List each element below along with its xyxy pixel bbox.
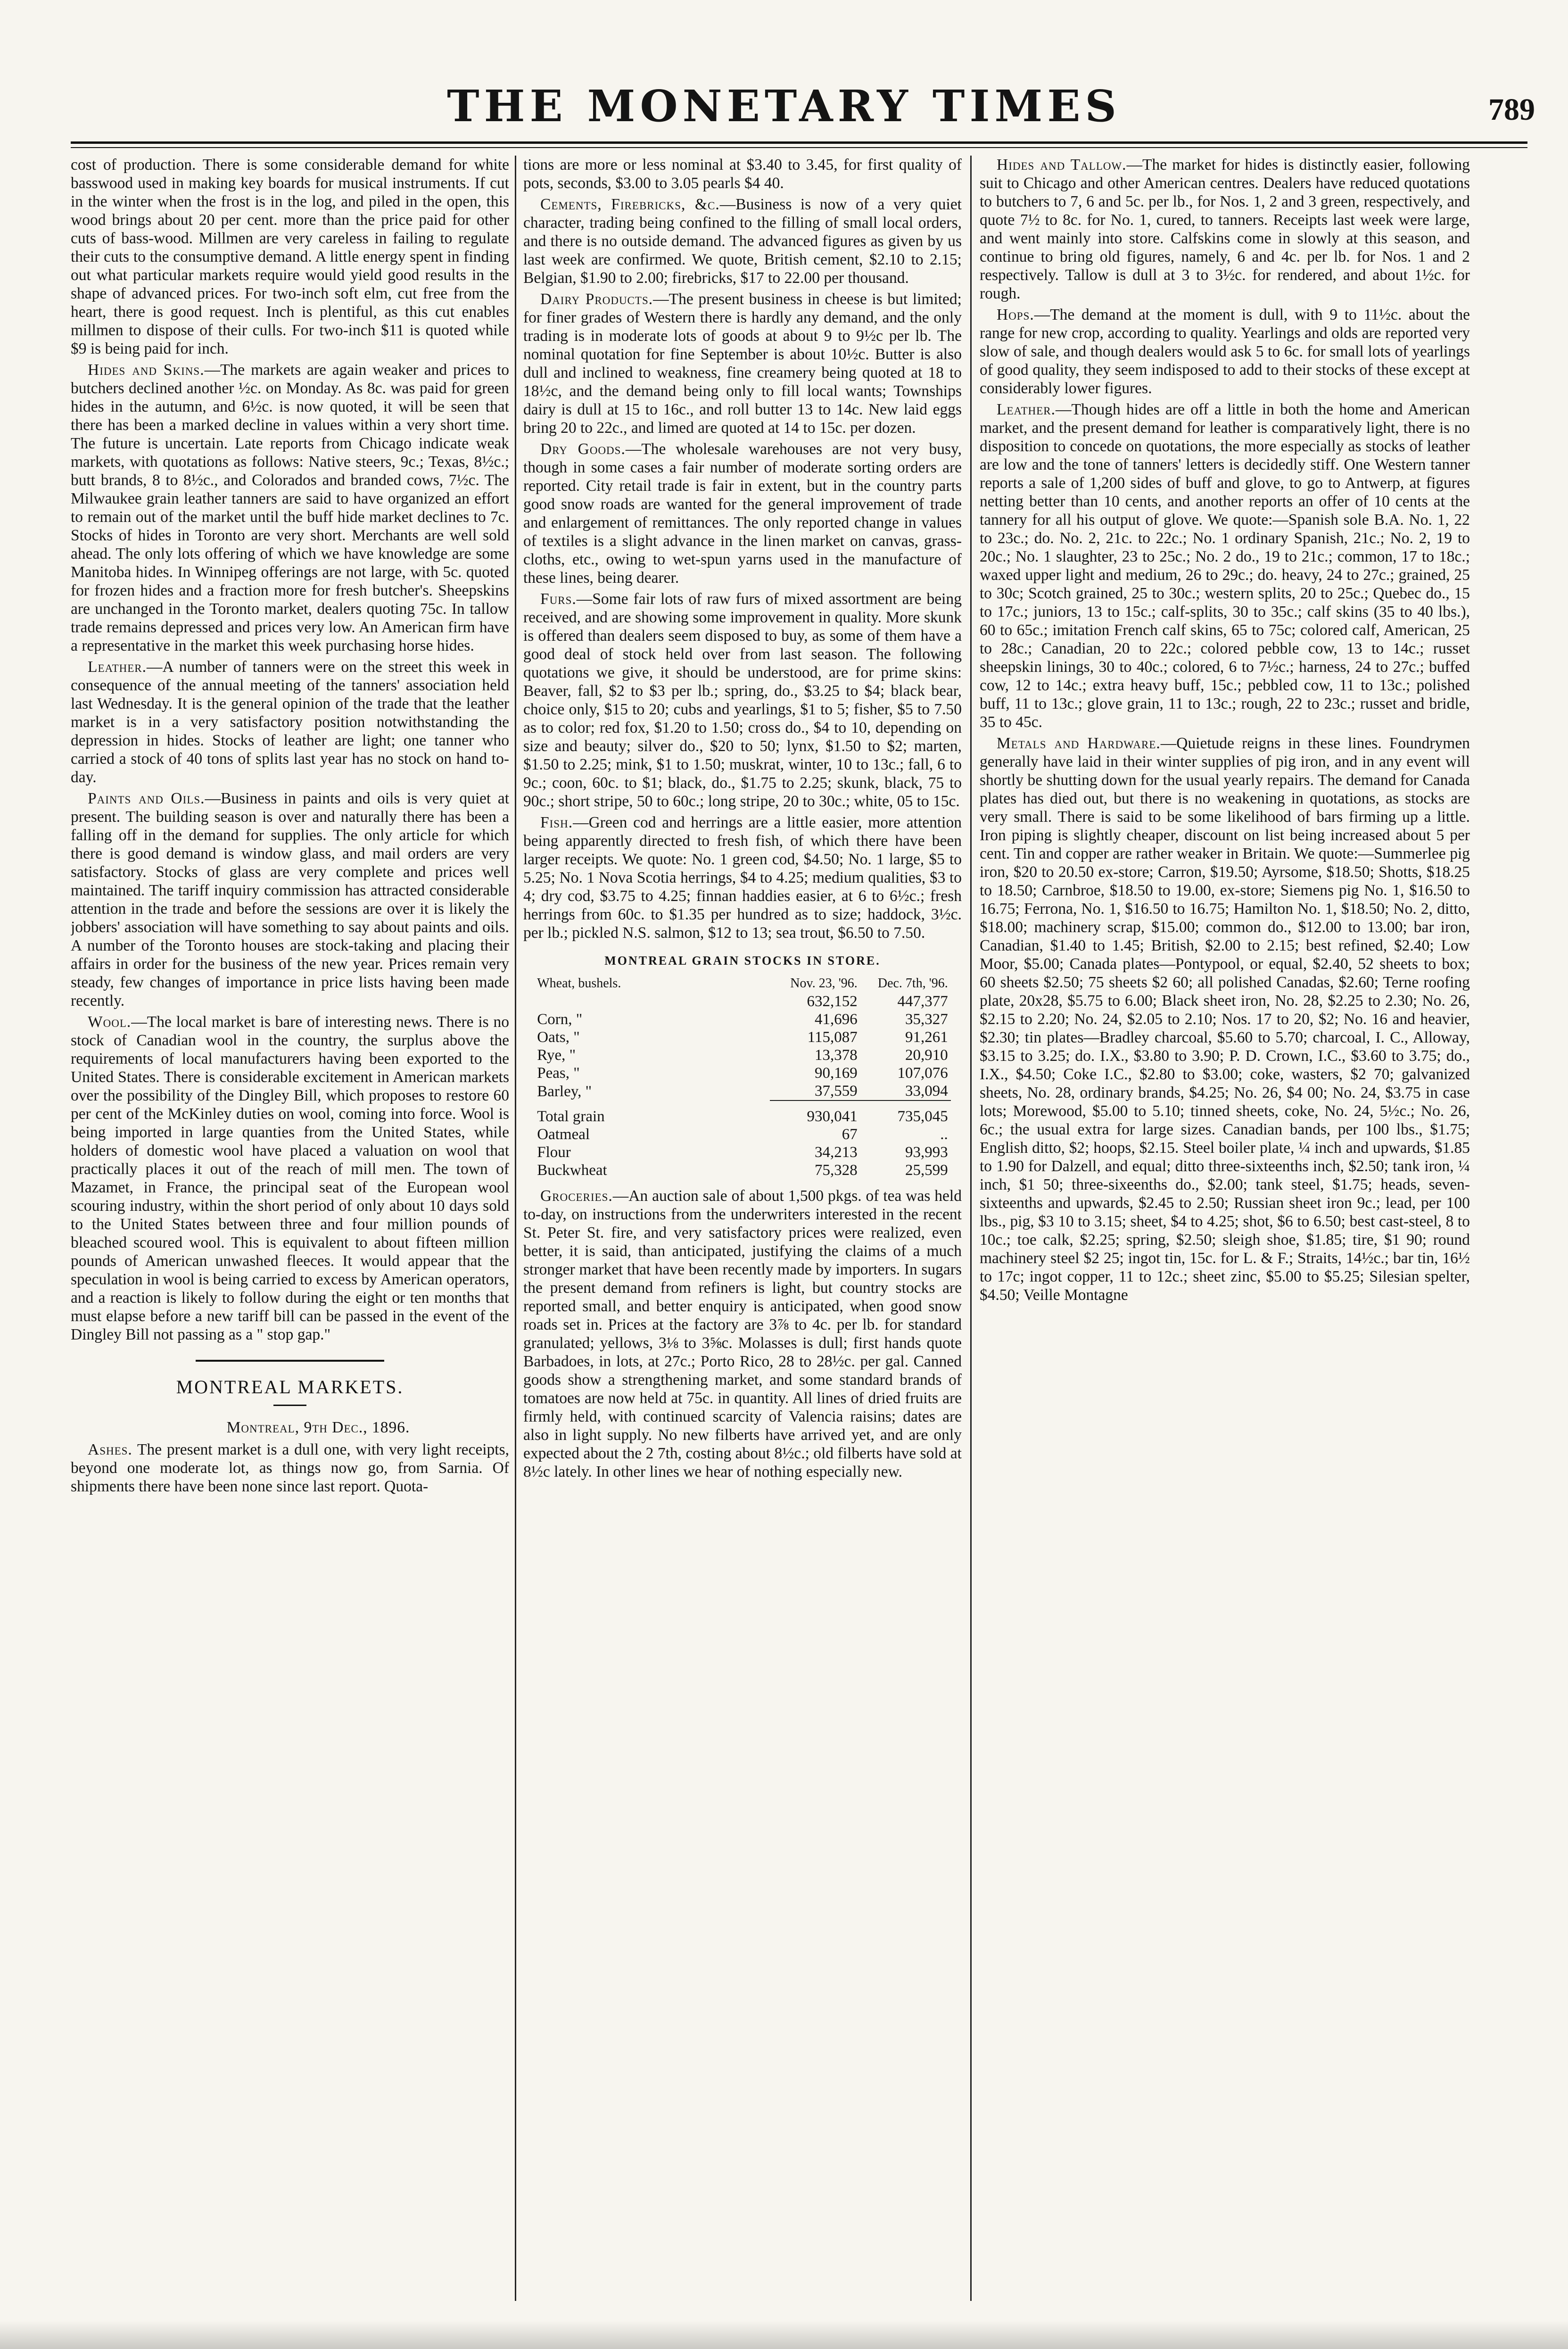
table-header-cell: Dec. 7th, '96.	[877, 976, 948, 991]
table-cell: 632,152	[807, 993, 858, 1010]
table-cell: 447,377	[897, 993, 948, 1010]
section-heading: Furs.	[540, 590, 577, 608]
table-cell: Peas, "	[537, 1065, 580, 1082]
table-cell: 75,328	[815, 1162, 858, 1179]
table-header-cell: Nov. 23, '96.	[790, 976, 858, 991]
montreal-markets-heading: MONTREAL MARKETS.	[176, 1376, 404, 1398]
table-row	[534, 1143, 951, 1161]
newspaper-title: THE MONETARY TIMES	[447, 81, 1121, 132]
hides-skins-section	[71, 361, 509, 655]
leather-section	[71, 658, 509, 786]
table-cell: 735,045	[860, 1100, 951, 1125]
grain-stocks-table	[534, 975, 951, 1179]
table-row	[534, 1125, 951, 1143]
table-cell: 33,094	[905, 1083, 948, 1100]
table-row	[534, 1028, 951, 1046]
table-cell: Total grain	[537, 1108, 605, 1125]
grain-stocks-title: MONTREAL GRAIN STOCKS IN STORE.	[604, 954, 881, 968]
table-cell: 67	[842, 1126, 858, 1143]
leather-section	[980, 400, 1470, 731]
section-heading: Groceries.	[540, 1187, 613, 1205]
section-heading: Metals and Hardware.	[997, 735, 1161, 752]
ashes-continued: tions are more or less nominal at $3.40 to 3.45, for first quality of pots, seconds, $3.00 to 3.05 pearls $4 40.	[523, 156, 962, 192]
table-cell: Oatmeal	[537, 1126, 590, 1143]
section-body: —The present business in cheese is but limited; for finer grades of Western there is hardly any demand, and the only trading is in moderate lots of goods at about 9 to 9½c per lb. The nominal quotation for fine September is about 10½c. Butter is also dull and inclined to weakness, fine creamery being quoted at 18 to 18½c, and the demand being only to fill local wants; Townships dairy is dull at 15 to 16c., and roll butter 13 to 14c. New laid eggs bring 20 to 22c., and limed are quoted at 14 to 15c. per dozen.	[523, 290, 962, 437]
section-body: The present market is a dull one, with very light receipts, beyond one moderate lot, as things now go, from Sarnia. Of shipments there have been none since last report. Quota-	[71, 1441, 509, 1495]
table-cell: 13,378	[815, 1047, 858, 1064]
section-heading: Paints and Oils.	[88, 790, 205, 807]
section-body: —Quietude reigns in these lines. Foundrymen generally have laid in their winter supplies of pig iron, and in any event will shortly be shutting down for the usual yearly repairs. The demand for Canada plates has died out, but there is no weakening in quotations, as stocks are very small. There is said to be some likelihood of bars firming up a little. Iron piping is slightly cheaper, discount on list being increased about 5 per cent. Tin and copper are rather weaker in Britain. We quote:—Summerlee pig iron, $20 to 20.50 ex-store; Carron, $19.50; Ayrsome, $18.50; Shotts, $18.25 to 18.50; Carnbroe, $18.50 to 19.00, ex-store; Siemens pig No. 1, $16.50 to 16.75; Ferrona, No. 1, $16.50 to 16.75; Hamilton No. 1, $18.50; No. 2, ditto, $18.00; machinery scrap, $15.00; common do., $12.00 to 13.00; bar iron, Canadian, $1.40 to 1.45; British, $2.00 to 2.15; best refined, $2.40; Low Moor, $5.00; Canada plates—Pontypool, or equal, $2.40, 52 sheets to box; 60 sheets $2.50; 75 sheets $2 60; all polished Canadas, $2.60; Terne roofing plate, 20x28, $5.75 to 6.00; Black sheet iron, No. 28, $2.25 to 2.30; No. 26, $2.15 to 2.20; No. 24, $2.05 to 2.10; Nos. 17 to 20, $2; No. 16 and heavier, $2.30; tin plates—Bradley charcoal, $5.60 to 5.70; charcoal, I. C., Alloway, $3.15 to 3.25; do. I.X., $3.80 to 3.90; P. D. Crown, I.C., $3.60 to 3.75; do., I.X., $4.50; Coke I.C., $2.80 to $3.00; coke, wasters, $2 70; galvanized sheets, No. 28, ordinary brands, $4.25; No. 26, $4 00; No. 24, $3.75 in case lots; Morewood, $5.00 to 5.10; tinned sheets, coke, No. 24, 5½c.; No. 26, 6c.; the usual extra for large sizes. Canadian bands, per 100 lbs., $1.75; English ditto, $2; hoops, $2.15. Steel boiler plate, ¼ inch and upwards, $1.85 to 1.90 for Dalzell, and equal; ditto three-sixteenths inch, $2.50; tank iron, ¼ inch, $1 50; three-sixeenths do., $2.00; tank steel, $1.75; heads, seven-sixteenths and upwards, $2.45 to 2.50; Russian sheet iron 9c.; lead, per 100 lbs., pig, $3 10 to 3.15; sheet, $4 to 4.25; shot, $6 to 6.50; best cast-steel, 8 to 10c.; toe calk, $2.25; spring, $2.50; sleigh shoe, $1.85; tire, $1 90; round machinery steel $2 25; ingot tin, 15c. for L. & F.; Straits, 14½c.; bar tin, 16½ to 17c; ingot copper, 11 to 12c.; sheet zinc, $5.00 to $5.25; Silesian spelter, $4.50; Veille Montagne	[980, 735, 1470, 1304]
table-cell: 20,910	[905, 1047, 948, 1064]
section-heading: Hops.	[997, 306, 1034, 323]
section-body: —Business in paints and oils is very quiet at present. The building season is over and naturally there has been a falling off in the demand for supplies. The only article for which there is good demand is window glass, and mail orders are very satisfactory. Stocks of glass are very complete and prices well maintained. The tariff inquiry commission has attracted considerable attention in the trade and before the sessions are over it is likely the jobbers' association will have something to say about paints and oils. A number of the Toronto houses are stock-taking and placing their affairs in order for the business of the new year. Prices remain very steady, few changes of importance in price lists having been made recently.	[71, 790, 509, 1009]
dry-goods-section	[523, 440, 962, 587]
lumber-paragraph: cost of production. There is some considerable demand for white basswood used in making key boards for musical instruments. If cut in the winter when the frost is in the log, and piled in the open, this wood brings about 20 per cent. more than the price paid for other cuts of bass-wood. Millmen are very careless in failing to regulate their cuts to the consumptive demand. A little energy spent in finding out what particular markets require would yield good results in the shape of advanced prices. For two-inch soft elm, cut free from the heart, there is good request. Inch is plentiful, as this cut enables millmen to dispose of their culls. For two-inch $11 is quoted while $9 is being paid for inch.	[71, 156, 509, 357]
table-cell: 930,041	[770, 1100, 860, 1125]
heading-dash	[273, 1405, 306, 1406]
table-row	[534, 1100, 951, 1125]
table-cell: Flour	[537, 1144, 571, 1161]
table-cell: Corn, "	[537, 1011, 583, 1028]
section-body: —The demand at the moment is dull, with 9 to 11½c. about the range for new crop, according to quality. Yearlings and olds are reported very slow of sale, and though dealers would ask 5 to 6c. for small lots of yearlings of good quality, they seem indisposed to add to their stocks of these except at considerably lower figures.	[980, 306, 1470, 397]
section-body: —The wholesale warehouses are not very busy, though in some cases a fair number of moderate sorting orders are reported. City retail trade is fair in extent, but in the country parts good snow roads are wanted for the general improvement of trade and enlargement of remittances. The only reported change in values of textiles is a slight advance in the linen market on canvas, grass-cloths, etc., owing to wet-spun yarns used in the manufacture of these lines, being dearer.	[523, 440, 962, 587]
groceries-section	[523, 1187, 962, 1481]
table-cell: 93,993	[905, 1144, 948, 1161]
dateline: Montreal, 9th Dec., 1896.	[226, 1419, 410, 1436]
table-cell: 90,169	[815, 1065, 858, 1082]
table-cell	[534, 993, 770, 1010]
table-row	[534, 993, 951, 1010]
table-cell: Rye, "	[537, 1047, 576, 1064]
section-heading: Wool.	[88, 1013, 132, 1031]
section-body: —Though hides are off a little in both the home and American market, and the present demand for leather is comparatively light, there is no disposition to concede on quotations, the more especially as stocks of leather are low and the tone of tanners' letters is decidedly stiff. One Western tanner reports a sale of 1,200 sides of buff and glove, to go to Antwerp, at figures netting better than 10 cents, and another reports an offer of 10 cents at the tannery for all his output of glove. We quote:—Spanish sole B.A. No. 1, 22 to 23c.; do. No. 2, 21c. to 22c.; No. 1 ordinary Spanish, 21c.; No. 2, 19 to 20c.; No. 1 slaughter, 23 to 25c.; No. 2 do., 19 to 21c.; common, 17 to 18c.; waxed upper light and medium, 26 to 29c.; do. heavy, 24 to 27c.; grained, 25 to 30c; Scotch grained, 25 to 30c.; western splits, 20 to 25c.; Quebec do., 15 to 17c.; juniors, 13 to 15c.; calf-splits, 30 to 35c.; calf skins (35 to 40 lbs.), 60 to 65c.; imitation French calf skins, 65 to 75c; colored calf, American, 25 to 28c.; Canadian, 20 to 22c.; colored pebble cow, 13 to 14c.; russet sheepskin linings, 30 to 40c.; colored, 6 to 7½c.; harness, 24 to 27c.; buffed cow, 12 to 14c.; extra heavy buff, 15c.; pebbled cow, 11 to 13c.; polished buff, 11 to 13c.; glove grain, 11 to 13c.; rough, 22 to 23c.; russet and bridle, 35 to 45c.	[980, 401, 1470, 731]
table-cell: ..	[940, 1126, 948, 1143]
table-cell: 34,213	[815, 1144, 858, 1161]
wool-section	[71, 1013, 509, 1344]
section-body: —The local market is bare of interesting news. There is no stock of Canadian wool in the country, the surplus above the requirements of local manufacturers having been exported to the United States. There is considerable excitement in American markets over the possibility of the Dingley Bill, which proposes to restore 60 per cent of the McKinley duties on wool, coming into force. Wool is being imported in large quanties from the United States, while holders of domestic wool have placed a valuation on wool that practically places it out of the reach of mill men. The town of Mazamet, in France, the principal seat of the European wool scouring industry, within the short period of only about 10 days sold to the United States between three and four million pounds of bleached scoured wool. This is equivalent to about fifteen million pounds of American unwashed fleeces. It would appear that the speculation in wool is being carried to excess by American operators, and a reaction is likely to follow during the eight or ten months that must elapse before a new tariff bill can be passed in the event of the Dingley Bill not passing as a " stop gap."	[71, 1013, 509, 1343]
column-3	[980, 156, 1470, 2306]
table-cell: 25,599	[905, 1162, 948, 1179]
table-header-row	[534, 975, 951, 993]
section-body: —Some fair lots of raw furs of mixed assortment are being received, and are showing some improvement in quality. More skunk is offered than dealers seem disposed to buy, as some of them have a good deal of stock held over from last season. The following quotations we give, it should be understood, are for prime skins: Beaver, fall, $2 to $3 per lb.; spring, do., $3.25 to $4; black bear, choice only, $15 to 20; cubs and yearlings, $1 to 5; fisher, $5 to 7.50 as to color; red fox, $1.20 to 1.50; cross do., $4 to 10, depending on size and beauty; silver do., $20 to 50; lynx, $1.50 to $2; marten, $1.50 to 2.25; mink, $1 to 1.50; muskrat, winter, 10 to 13c.; fall, 6 to 9c.; coon, 60c. to $1; black, do., $1.75 to 2.25; skunk, black, 75 to 90c.; short stripe, 50 to 60c.; long stripe, 20 to 30c.; white, 05 to 15c.	[523, 590, 962, 810]
header-rule	[71, 141, 1527, 144]
table-row	[534, 1010, 951, 1028]
table-row	[534, 1161, 951, 1179]
table-cell: 37,559	[815, 1083, 858, 1100]
furs-section	[523, 590, 962, 811]
section-heading: Leather.	[997, 401, 1056, 418]
table-row	[534, 1046, 951, 1064]
section-heading: Hides and Tallow.	[997, 156, 1127, 174]
paints-oils-section	[71, 789, 509, 1010]
hops-section	[980, 306, 1470, 397]
table-cell: Barley, "	[537, 1083, 592, 1100]
table-cell: 107,076	[897, 1065, 948, 1082]
section-heading: Dry Goods.	[540, 440, 626, 458]
table-cell: 115,087	[807, 1029, 858, 1046]
table-cell: Oats, "	[537, 1029, 580, 1046]
dairy-section	[523, 290, 962, 437]
section-heading: Hides and Skins.	[88, 361, 205, 379]
header-rule-thin	[71, 147, 1527, 148]
section-body: —Business is now of a very quiet character, trading being confined to the filling of small local orders, and there is no outside demand. The advanced figures as given by us last week are confirmed. We quote, British cement, $2.10 to 2.15; Belgian, $1.90 to 2.00; firebricks, $17 to 22.00 per thousand.	[523, 196, 962, 287]
section-heading: Cements, Firebricks, &c.	[540, 196, 720, 213]
column-1	[71, 156, 509, 2306]
table-cell: 41,696	[815, 1011, 858, 1028]
table-row	[534, 1064, 951, 1082]
section-body: —A number of tanners were on the street this week in consequence of the annual meeting of the tanners' association held last Wednesday. It is the general opinion of the trade that the leather market is in a very satisfactory position notwithstanding the depression in hides. Stocks of leather are light; one tanner who carried a stock of 40 tons of splits last year has no stock on hand to-day.	[71, 658, 509, 786]
column-rule-1	[515, 156, 516, 2301]
column-2	[523, 156, 962, 2306]
masthead	[0, 0, 1568, 141]
metals-hardware-section	[980, 734, 1470, 1304]
column-rule-2	[970, 156, 972, 2301]
cements-section	[523, 195, 962, 287]
section-heading: Ashes.	[88, 1441, 132, 1458]
table-cell: Buckwheat	[537, 1162, 607, 1179]
section-body: —The market for hides is distinctly easier, following suit to Chicago and other American centres. Dealers have reduced quotations to butchers to 7, 6 and 5c. per lb., for Nos. 1, 2 and 3 green, respectively, and quote 7½ to 8c. for No. 1, cured, to tanners. Receipts last week were large, and went mainly into store. Calfskins come in slowly at this season, and continue to bring old figures, namely, 6 and 4c. per lb. for Nos. 1 and 2 respectively. Tallow is dull at 3 to 3½c. for rendered, and about 1½c. for rough.	[980, 156, 1470, 302]
section-body: —Green cod and herrings are a little easier, more attention being apparently directed to fresh fish, of which there have been larger receipts. We quote: No. 1 green cod, $4.50; No. 1 large, $5 to 5.25; No. 1 Nova Scotia herrings, $4 to 4.25; medium qualities, $3 to 4; dry cod, $3.75 to 4.25; finnan haddies easier, at 6 to 6½c.; fresh herrings from 60c. to $1.35 per hundred as to size; haddock, 3½c. per lb.; pickled N.S. salmon, $12 to 13; sea trout, $6.50 to 7.50.	[523, 814, 962, 942]
fish-section	[523, 813, 962, 942]
hides-tallow-section	[980, 156, 1470, 303]
ashes-section	[71, 1440, 509, 1496]
section-heading: Fish.	[540, 814, 573, 831]
table-header-cell: Wheat, bushels.	[537, 976, 621, 991]
table-cell: 35,327	[905, 1011, 948, 1028]
page-number: 789	[1488, 92, 1535, 127]
page-edge-shadow	[0, 2321, 1568, 2349]
section-heading: Dairy Products.	[540, 290, 653, 308]
section-heading: Leather.	[88, 658, 147, 676]
section-body: —The markets are again weaker and prices to butchers declined another ½c. on Monday. As 8c. was paid for green hides in the autumn, and 6½c. is now quoted, it will be seen that there has been a marked decline in values within a very short time. The future is uncertain. Late reports from Chicago indicate weak markets, with quotations as follows: Native steers, 9c.; Texas, 8½c.; butt brands, 8 to 8½c., and Colorados and branded cows, 7½c. The Milwaukee grain leather tanners are said to have organized an effort to remain out of the market until the buff hide market declines to 7c. Stocks of hides in Toronto are very short. Merchants are well sold ahead. The only lots offering of which we have knowledge are some Manitoba hides. In Winnipeg offerings are not large, with 5c. quoted for frozen hides and a fraction more for fresh butcher's. Sheepskins are unchanged in the Toronto market, dealers quoting 75c. In tallow trade remains depressed and prices very low. An American firm have a representative in the market this week purchasing horse hides.	[71, 361, 509, 654]
table-cell: 91,261	[905, 1029, 948, 1046]
section-body: —An auction sale of about 1,500 pkgs. of tea was held to-day, on instructions from the underwriters interested in the recent St. Peter St. fire, and very satisfactory prices were realized, even better, it is said, than anticipated, justifying the claims of a much stronger market that have been recently made by importers. In sugars the present demand from refiners is light, but country stocks are reported small, and better enquiry is anticipated, when good snow roads set in. Prices at the factory are 3⅞ to 4c. per lb. for standard granulated; yellows, 3⅛ to 3⅝c. Molasses is dull; first hands quote Barbadoes, in lots, at 27c.; Porto Rico, 28 to 28½c. per gal. Canned goods show a strengthening market, and some standard brands of tomatoes are now held at 75c. in quantity. All lines of dried fruits are firmly held, with continued scarcity of Valencia raisins; dates are also in light supply. No new filberts have arrived yet, and are only expected about the 2 7th, costing about 8½c.; old filberts have sold at 8½c lately. In other lines we hear of nothing especially new.	[523, 1187, 962, 1481]
section-separator	[196, 1360, 384, 1362]
table-row	[534, 1082, 951, 1100]
